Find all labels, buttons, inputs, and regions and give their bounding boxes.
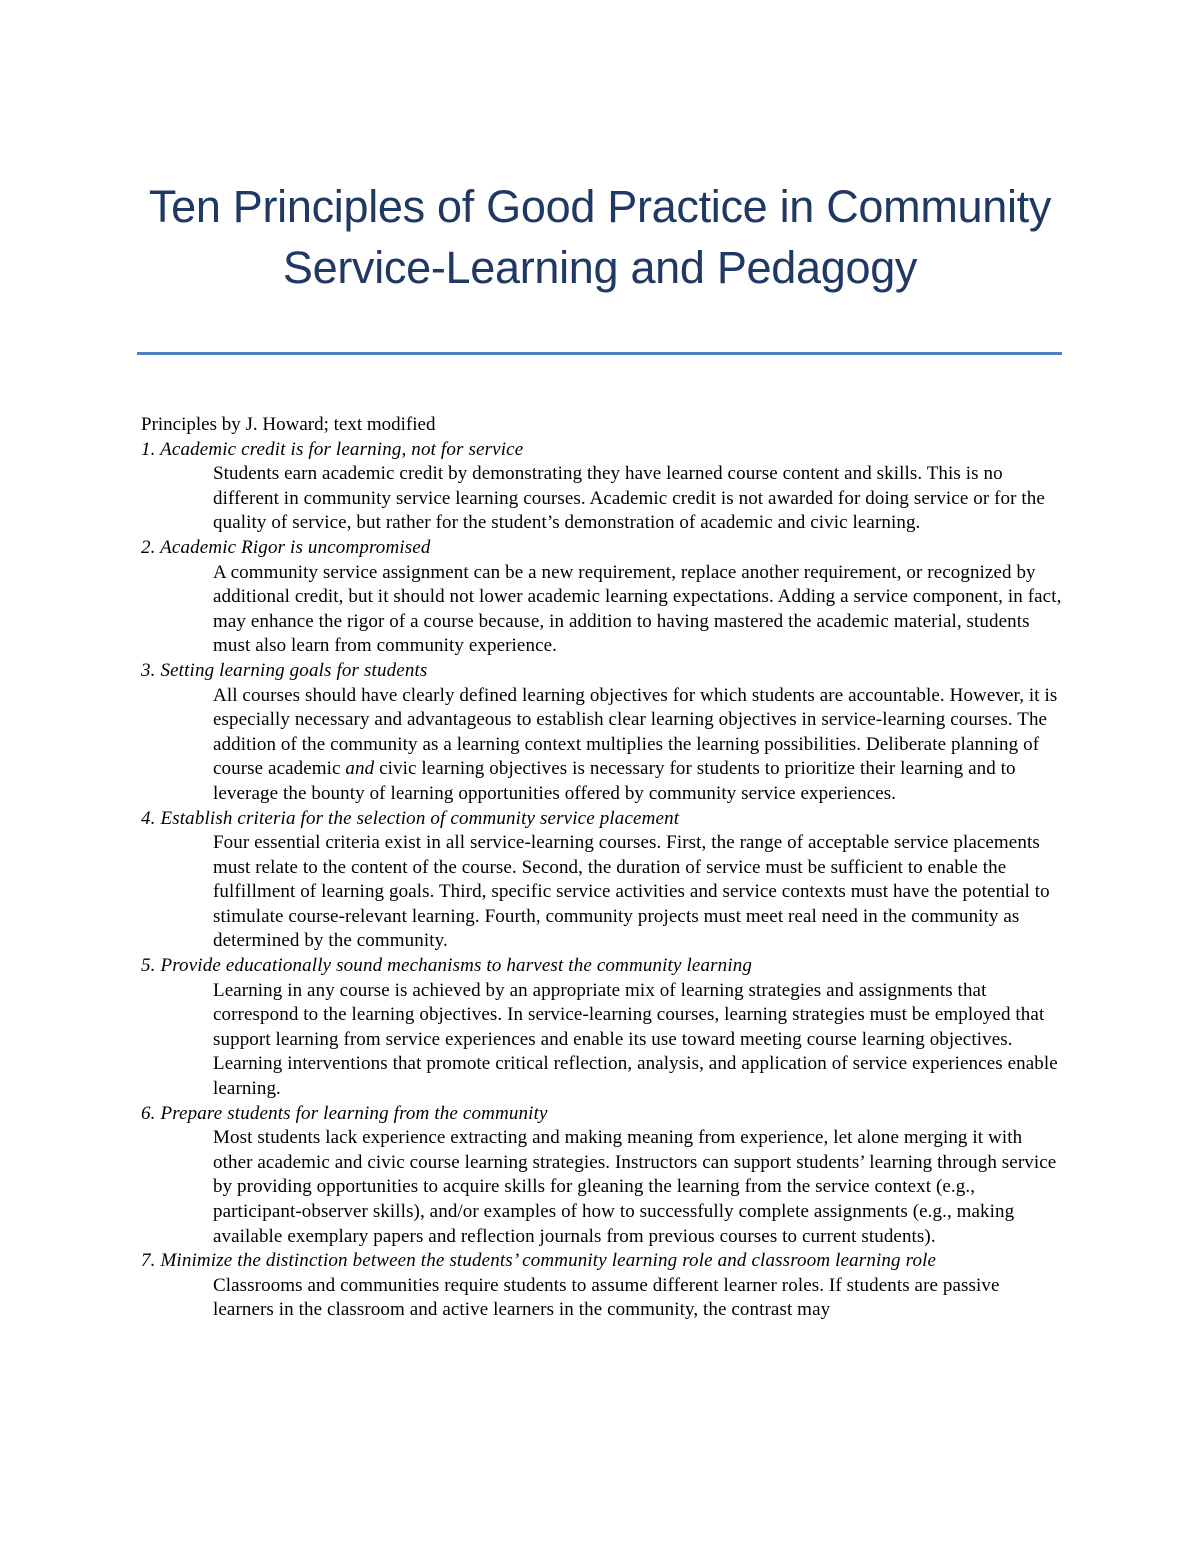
principle-7 (141, 1249, 1066, 1323)
principle-text: A community service assignment can be a new requirement, replace another requirement, or recognized by additional credit, but it should not lower academic learning expectations. Adding a service component, in fact, may enhance the rigor of a course because, in addition to having mastered the academic material, students must also learn from community experience. (213, 561, 1062, 657)
principle-6 (141, 1102, 1066, 1250)
intro-line: Principles by J. Howard; text modified (141, 414, 436, 435)
document-body (141, 413, 1066, 1323)
title-underline (137, 352, 1062, 355)
principle-1 (141, 438, 1066, 536)
principle-4 (141, 807, 1066, 955)
document-title: Ten Principles of Good Practice in Community Service-Learning and Pedagogy (148, 181, 1052, 293)
principle-heading: 6. Prepare students for learning from the community (141, 1102, 548, 1124)
principle-text-part: All courses should have clearly defined learning objectives for which students are accountable. However, it is especially necessary and advantageous to establish clear learning objectives in service-learning courses. The addition of the community as a learning context multiplies the learning possibilities. Deliberate planning of course academic (213, 684, 1058, 780)
emphasis-word: and (345, 758, 375, 780)
principle-heading: 4. Establish criteria for the selection of community service placement (141, 807, 680, 829)
principle-text: Four essential criteria exist in all service-learning courses. First, the range of acceptable service placements must relate to the content of the course. Second, the duration of service must be sufficient to enable the fulfillment of learning goals. Third, specific service activities and service contexts must have the potential to stimulate course-relevant learning. Fourth, community projects must meet real need in the community as determined by the community. (213, 832, 1050, 952)
principle-text-part: civic learning objectives is necessary for students to prioritize their learning and to leverage the bounty of learning opportunities offered by community service experiences. (213, 758, 1016, 804)
principle-5 (141, 954, 1066, 1102)
principle-heading: 2. Academic Rigor is uncompromised (141, 536, 431, 558)
principle-3 (141, 659, 1066, 807)
principle-text (213, 684, 1063, 807)
principle-heading: 7. Minimize the distinction between the students’ community learning role and classroom learning role (141, 1250, 937, 1272)
principle-heading: 3. Setting learning goals for students (141, 659, 428, 681)
principle-text: Students earn academic credit by demonstrating they have learned course content and skills. This is no different in community service learning courses. Academic credit is not awarded for doing service or for the quality of service, but rather for the student’s demonstration of academic and civic learning. (213, 463, 1045, 534)
principle-heading: 5. Provide educationally sound mechanisms to harvest the community learning (141, 955, 753, 977)
principle-text: Most students lack experience extracting and making meaning from experience, let alone merging it with other academic and civic course learning strategies. Instructors can support students’ learning through service by providing opportunities to acquire skills for gleaning the learning from the service context (e.g., participant-observer skills), and/or examples of how to successfully complete assignments (e.g., making available exemplary papers and reflection journals from previous courses to current students). (213, 1127, 1057, 1247)
principle-heading: 1. Academic credit is for learning, not for service (141, 438, 524, 460)
principle-text: Learning in any course is achieved by an appropriate mix of learning strategies and assignments that correspond to the learning objectives. In service-learning courses, learning strategies must be employed that support learning from service experiences and enable its use toward meeting course learning objectives. Learning interventions that promote critical reflection, analysis, and application of service experiences enable learning. (213, 979, 1058, 1100)
principle-2 (141, 536, 1066, 659)
principle-text: Classrooms and communities require students to assume different learner roles. If students are passive learners in the classroom and active learners in the community, the contrast may (213, 1274, 1000, 1321)
